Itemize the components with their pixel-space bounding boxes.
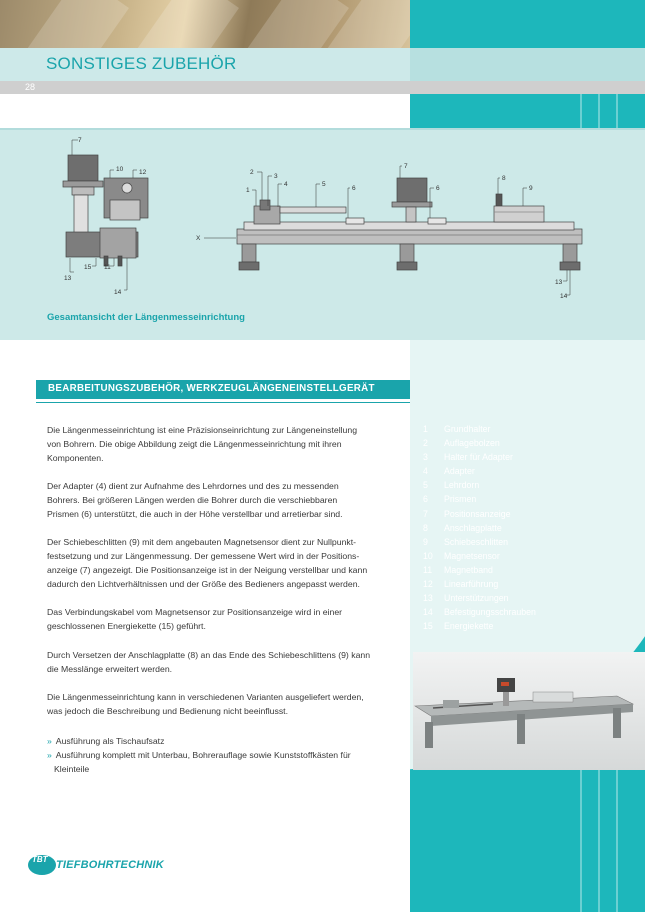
legend-label: Positionsanzeige <box>444 508 511 519</box>
fig-label: 7 <box>404 163 408 170</box>
legend-number: 14 <box>423 607 433 618</box>
legend-item <box>423 565 623 579</box>
bullet-marker: » <box>47 750 52 760</box>
legend-label: Halter für Adapter <box>444 452 513 463</box>
paragraph-3: Der Schiebeschlitten (9) mit dem angebauten Magnetsensor dient zur Nullpunkt- festsetzung und zur Längenmessung. Der gemessene Wert wird in der Positions- anzeige (7) angezeigt. Die Positionsanzeige ist in der Neigung verstellbar und kann dadurch den Lichtverhältnissen und der Größe des Bedieners angepasst werden. <box>47 537 368 589</box>
fig-label: 12 <box>139 169 147 176</box>
legend-item <box>423 480 623 494</box>
page-number-bar <box>0 81 645 94</box>
fig-label: 8 <box>502 175 506 182</box>
fig-label: 3 <box>274 173 278 180</box>
legend-label: Befestigungsschrauben <box>444 607 536 618</box>
legend-label: Unterstützungen <box>444 593 509 604</box>
legend-item <box>423 523 623 537</box>
fig-label: 11 <box>104 264 111 271</box>
side-view-drawing <box>63 155 148 266</box>
legend-label: Linearführung <box>444 579 499 590</box>
legend-label: Lehrdorn <box>444 480 480 491</box>
legend-item <box>423 579 623 593</box>
fig-label: 13 <box>64 275 72 282</box>
legend-label: Auflagebolzen <box>444 438 500 449</box>
legend-label: Magnetsensor <box>444 550 500 561</box>
bullet-item: » Ausführung komplett mit Unterbau, Bohrerauflage sowie Kunststoffkästen für Kleinteile <box>47 750 351 774</box>
legend-number: 9 <box>423 536 428 547</box>
legend-item <box>423 621 623 635</box>
header-teal-block <box>410 0 645 48</box>
legend-number: 15 <box>423 621 433 632</box>
legend-number: 13 <box>423 593 433 604</box>
legend-label: Anschlagplatte <box>444 522 502 533</box>
legend-label: Grundhalter <box>444 424 491 434</box>
legend-number: 12 <box>423 579 433 590</box>
legend-label: Schiebeschlitten <box>444 536 509 547</box>
legend-number: 7 <box>423 508 428 519</box>
fig-label: 7 <box>78 137 82 144</box>
section-heading: BEARBEITUNGSZUBEHÖR, WERKZEUGLÄNGENEINSTELLGERÄT <box>48 383 375 394</box>
legend-item <box>423 438 623 452</box>
fig-label: 5 <box>322 181 326 188</box>
legend-number: 10 <box>423 550 433 561</box>
legend-item <box>423 452 623 466</box>
legend-number: 11 <box>423 564 433 575</box>
paragraph-6: Die Längenmesseinrichtung kann in verschiedenen Varianten ausgeliefert werden, was jedoch die Beschreibung und Bedienung nicht beeinflusst. <box>47 692 364 716</box>
fig-label: 14 <box>114 289 122 296</box>
fig-label: 1 <box>246 187 250 194</box>
legend-label: Energiekette <box>444 621 494 632</box>
technical-drawing <box>0 128 645 340</box>
legend-number: 5 <box>423 480 428 491</box>
header-photo <box>0 0 410 48</box>
bullet-item: » Ausführung als Tischaufsatz <box>47 736 165 746</box>
logo-wordmark: TIEFBOHRTECHNIK <box>56 859 164 871</box>
legend-item <box>423 466 623 480</box>
legend-number: 8 <box>423 522 428 533</box>
legend-item <box>423 509 623 523</box>
legend-item <box>423 607 623 621</box>
fig-label: 10 <box>116 166 124 173</box>
logo-mark: TBT <box>32 855 48 864</box>
legend-label: Adapter <box>444 466 475 477</box>
legend-item <box>423 593 623 607</box>
fig-label: 15 <box>84 264 92 271</box>
legend-number: 2 <box>423 438 428 449</box>
figure-caption: Gesamtansicht der Längenmesseinrichtung <box>47 312 245 323</box>
paragraph-2: Der Adapter (4) dient zur Aufnahme des Lehrdornes und des zu messenden Bohrers. Bei größeren Längen werden die Bohrer durch die verschiebbaren Prismen (6) unterstützt, die auch in der Höhe verstellbar und arretierbar sind. <box>47 481 343 519</box>
fig-label: 6 <box>352 185 356 192</box>
legend-number: 4 <box>423 466 428 477</box>
device-photo <box>413 652 645 770</box>
fig-label: 14 <box>560 293 568 300</box>
legend-item <box>423 494 623 508</box>
legend-number: 1 <box>423 424 428 434</box>
legend-item <box>423 424 623 438</box>
legend-item <box>423 537 623 551</box>
page-title: SONSTIGES ZUBEHÖR <box>46 54 237 73</box>
component-legend <box>423 424 623 635</box>
legend-item <box>423 551 623 565</box>
paragraph-1: Die Längenmesseinrichtung ist eine Präzisionseinrichtung zur Längeneinstellung von Bohrern. Die obige Abbildung zeigt die Längenmesseinrichtung mit ihren Komponenten. <box>47 425 358 463</box>
fig-label: 6 <box>436 185 440 192</box>
fig-label: 2 <box>250 169 254 176</box>
page-number: 28 <box>25 82 36 92</box>
paragraph-5: Durch Versetzen der Anschlagplatte (8) an das Ende des Schiebeschlittens (9) kann die Messlänge erweitert werden. <box>47 650 371 674</box>
legend-number: 3 <box>423 452 428 463</box>
fig-label: 13 <box>555 279 563 286</box>
legend-label: Prismen <box>444 494 477 505</box>
x-marker: X <box>196 235 201 242</box>
bullet-marker: » <box>47 736 52 746</box>
legend-label: Magnetband <box>444 564 493 575</box>
paragraph-4: Das Verbindungskabel vom Magnetsensor zur Positionsanzeige wird in einer geschlossenen Energiekette (15) geführt. <box>47 607 343 631</box>
fig-label: 4 <box>284 181 288 188</box>
fig-label: 9 <box>529 185 533 192</box>
legend-number: 6 <box>423 494 428 505</box>
